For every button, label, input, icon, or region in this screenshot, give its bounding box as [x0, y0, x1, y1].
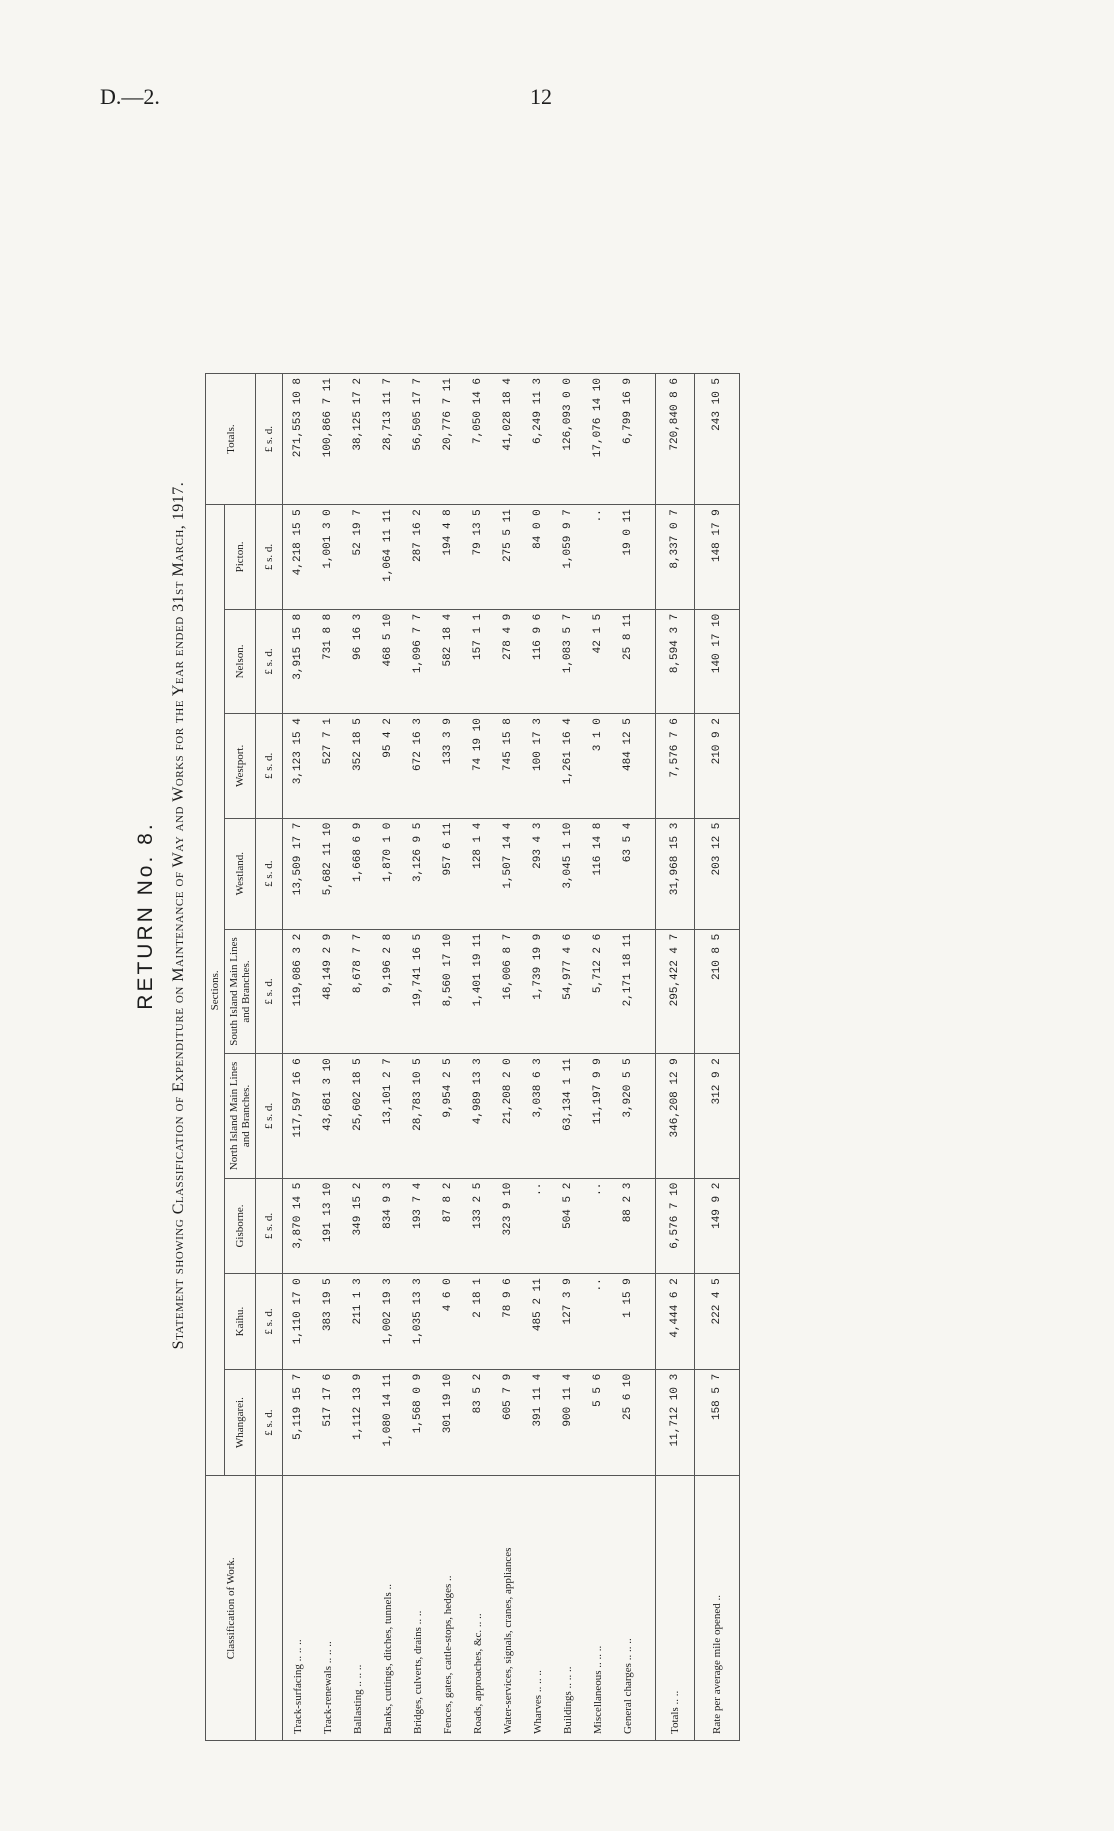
statement-title: Statement showing Classification of Expenditure on Maintenance of Way and Works for the Year ended 31st March, 1917. [170, 481, 187, 1350]
row-label: Roads, approaches, &c. .. .. [463, 1476, 493, 1741]
table-cell: 1,035 13 3 [403, 1274, 433, 1370]
table-cell: 25,602 18 5 [343, 1054, 373, 1178]
totals-row [656, 374, 695, 1741]
table-cell: 116 9 6 [523, 609, 553, 713]
table-cell: 346,208 12 9 [656, 1054, 695, 1178]
table-cell: 11,712 10 3 [656, 1369, 695, 1476]
row-total: 28,713 11 7 [373, 374, 403, 505]
row-label: Bridges, culverts, drains .. .. [403, 1476, 433, 1741]
table-cell: 278 4 9 [493, 609, 523, 713]
table-row [553, 374, 583, 1741]
table-cell: 25 6 10 [613, 1369, 643, 1476]
table-cell: 100 17 3 [523, 714, 553, 818]
table-cell: 191 13 10 [313, 1178, 343, 1274]
table-cell: 52 19 7 [343, 505, 373, 610]
spacer-cell [643, 609, 656, 713]
table-cell: 5,119 15 7 [283, 1369, 314, 1476]
table-cell: 3,123 15 4 [283, 714, 314, 818]
table-cell: 148 17 9 [695, 505, 740, 610]
table-cell: 63,134 1 11 [553, 1054, 583, 1178]
table-cell: 194 4 8 [433, 505, 463, 610]
table-row [613, 374, 643, 1741]
table-cell: 8,560 17 10 [433, 929, 463, 1053]
units-blank [256, 1476, 283, 1741]
table-cell: 1,507 14 4 [493, 818, 523, 929]
table-cell: 16,006 8 7 [493, 929, 523, 1053]
table-cell: .. [583, 1178, 613, 1274]
spacer-cell [643, 1476, 656, 1741]
table-cell: 79 13 5 [463, 505, 493, 610]
table-cell: 21,208 2 0 [493, 1054, 523, 1178]
table-cell: 957 6 11 [433, 818, 463, 929]
table-row [313, 374, 343, 1741]
document-reference: D.—2. [100, 84, 160, 109]
table-cell: 203 12 5 [695, 818, 740, 929]
expenditure-table [205, 373, 740, 1741]
table-cell: 1,401 19 11 [463, 929, 493, 1053]
table-cell: 1 15 9 [613, 1274, 643, 1370]
table-cell: 74 19 10 [463, 714, 493, 818]
table-cell: 1,001 3 0 [313, 505, 343, 610]
classification-header: Classification of Work. [206, 1476, 256, 1741]
table-cell: 9,954 2 5 [433, 1054, 463, 1178]
units-label: £ s. d. [256, 1369, 283, 1476]
section-column-header: Picton. [225, 505, 256, 610]
page-number: 12 [530, 84, 552, 109]
table-cell: 1,110 17 0 [283, 1274, 314, 1370]
table-cell: 900 11 4 [553, 1369, 583, 1476]
units-label: £ s. d. [256, 1054, 283, 1178]
table-cell: 4,989 13 3 [463, 1054, 493, 1178]
table-cell: 275 5 11 [493, 505, 523, 610]
table-cell: 83 5 2 [463, 1369, 493, 1476]
row-label: Totals .. .. [656, 1476, 695, 1741]
table-cell: 43,681 3 10 [313, 1054, 343, 1178]
section-column-header: Gisborne. [225, 1178, 256, 1274]
table-cell: 5,712 2 6 [583, 929, 613, 1053]
units-label: £ s. d. [256, 374, 283, 505]
table-cell: 295,422 4 7 [656, 929, 695, 1053]
table-cell: 140 17 10 [695, 609, 740, 713]
table-cell: 1,096 7 7 [403, 609, 433, 713]
table-cell: 1,568 0 9 [403, 1369, 433, 1476]
section-column-header: Westland. [225, 818, 256, 929]
spacer-cell [643, 929, 656, 1053]
table-cell: 517 17 6 [313, 1369, 343, 1476]
table-cell: 28,783 10 5 [403, 1054, 433, 1178]
table-cell: 527 7 1 [313, 714, 343, 818]
table-cell: 301 19 10 [433, 1369, 463, 1476]
row-total: 6,249 11 3 [523, 374, 553, 505]
table-cell: 1,739 19 9 [523, 929, 553, 1053]
table-cell: 1,112 13 9 [343, 1369, 373, 1476]
table-cell: 48,149 2 9 [313, 929, 343, 1053]
section-column-header: Kaihu. [225, 1274, 256, 1370]
table-row [373, 374, 403, 1741]
table-cell: .. [583, 1274, 613, 1370]
row-total: 7,050 14 6 [463, 374, 493, 505]
table-cell: 468 5 10 [373, 609, 403, 713]
table-cell: 3,126 9 5 [403, 818, 433, 929]
table-row [433, 374, 463, 1741]
table-cell: 3,038 6 3 [523, 1054, 553, 1178]
table-cell: 88 2 3 [613, 1178, 643, 1274]
table-cell: 8,594 3 7 [656, 609, 695, 713]
spacer-cell [643, 505, 656, 610]
table-cell: 1,870 1 0 [373, 818, 403, 929]
table-cell: 149 9 2 [695, 1178, 740, 1274]
table-cell: 383 19 5 [313, 1274, 343, 1370]
table-row [283, 374, 314, 1741]
section-column-header: Nelson. [225, 609, 256, 713]
row-total: 56,505 17 7 [403, 374, 433, 505]
table-cell: 3,920 5 5 [613, 1054, 643, 1178]
table-cell: 133 2 5 [463, 1178, 493, 1274]
table-cell: 4,218 15 5 [283, 505, 314, 610]
table-cell: 5,682 11 10 [313, 818, 343, 929]
table-cell: 13,101 2 7 [373, 1054, 403, 1178]
table-cell: 193 7 4 [403, 1178, 433, 1274]
table-cell: 84 0 0 [523, 505, 553, 610]
table-cell: 1,002 19 3 [373, 1274, 403, 1370]
row-total: 271,553 10 8 [283, 374, 314, 505]
table-cell: 287 16 2 [403, 505, 433, 610]
table-cell: 54,977 4 6 [553, 929, 583, 1053]
table-cell: 7,576 7 6 [656, 714, 695, 818]
table-cell: 127 3 9 [553, 1274, 583, 1370]
table-cell: .. [523, 1178, 553, 1274]
row-total: 41,028 18 4 [493, 374, 523, 505]
table-cell: 3,045 1 10 [553, 818, 583, 929]
units-label: £ s. d. [256, 609, 283, 713]
table-cell: 312 9 2 [695, 1054, 740, 1178]
rate-row [695, 374, 740, 1741]
row-label: Buildings .. .. .. [553, 1476, 583, 1741]
sections-header: Sections. [206, 505, 225, 1476]
table-cell: 211 1 3 [343, 1274, 373, 1370]
table-cell: 745 15 8 [493, 714, 523, 818]
table-cell: 3 1 0 [583, 714, 613, 818]
table-cell: 3,870 14 5 [283, 1178, 314, 1274]
row-total: 126,093 0 0 [553, 374, 583, 505]
table-cell: 391 11 4 [523, 1369, 553, 1476]
units-label: £ s. d. [256, 929, 283, 1053]
row-total: 20,776 7 11 [433, 374, 463, 505]
row-total: 6,799 16 9 [613, 374, 643, 505]
spacer-cell [643, 1274, 656, 1370]
table-cell: 484 12 5 [613, 714, 643, 818]
table-cell: 19,741 16 5 [403, 929, 433, 1053]
spacer-cell [643, 714, 656, 818]
table-cell: 8,678 7 7 [343, 929, 373, 1053]
table-cell: 4,444 6 2 [656, 1274, 695, 1370]
table-cell: 31,968 15 3 [656, 818, 695, 929]
table-cell: 13,509 17 7 [283, 818, 314, 929]
table-cell: 157 1 1 [463, 609, 493, 713]
spacer-cell [643, 818, 656, 929]
spacer-cell [643, 1054, 656, 1178]
table-row [583, 374, 613, 1741]
table-cell: 1,080 14 11 [373, 1369, 403, 1476]
spacer-row [643, 374, 656, 1741]
table-cell: 352 18 5 [343, 714, 373, 818]
table-cell: 25 8 11 [613, 609, 643, 713]
table-cell: 5 5 6 [583, 1369, 613, 1476]
table-cell: 504 5 2 [553, 1178, 583, 1274]
table-cell: 119,086 3 2 [283, 929, 314, 1053]
row-label: Banks, cuttings, ditches, tunnels .. [373, 1476, 403, 1741]
return-title: RETURN No. 8. [134, 821, 157, 1010]
table-cell: 349 15 2 [343, 1178, 373, 1274]
table-cell: 1,668 6 9 [343, 818, 373, 929]
table-cell: 117,597 16 6 [283, 1054, 314, 1178]
table-cell: 96 16 3 [343, 609, 373, 713]
spacer-cell [643, 1369, 656, 1476]
table-cell: 128 1 4 [463, 818, 493, 929]
table-cell: 605 7 9 [493, 1369, 523, 1476]
row-label: Fences, gates, cattle-stops, hedges .. [433, 1476, 463, 1741]
table-cell: 731 8 8 [313, 609, 343, 713]
table-cell: 834 9 3 [373, 1178, 403, 1274]
units-row [256, 374, 283, 1741]
row-total: 38,125 17 2 [343, 374, 373, 505]
row-total: 100,866 7 11 [313, 374, 343, 505]
table-cell: 582 18 4 [433, 609, 463, 713]
table-cell: 158 5 7 [695, 1369, 740, 1476]
row-total: 17,076 14 10 [583, 374, 613, 505]
table-cell: 42 1 5 [583, 609, 613, 713]
table-row [523, 374, 553, 1741]
row-label: Track-renewals .. .. .. [313, 1476, 343, 1741]
row-label: Miscellaneous .. .. .. [583, 1476, 613, 1741]
table-cell: 78 9 6 [493, 1274, 523, 1370]
totals-header: Totals. [206, 374, 256, 505]
units-label: £ s. d. [256, 1178, 283, 1274]
section-column-header: Westport. [225, 714, 256, 818]
units-label: £ s. d. [256, 1274, 283, 1370]
table-cell: 222 4 5 [695, 1274, 740, 1370]
table-cell: 672 16 3 [403, 714, 433, 818]
row-total: 720,840 8 6 [656, 374, 695, 505]
table-cell: 19 0 11 [613, 505, 643, 610]
table-cell: 1,059 9 7 [553, 505, 583, 610]
section-column-header: South Island Main Lines and Branches. [225, 929, 256, 1053]
table-cell: 2,171 18 11 [613, 929, 643, 1053]
row-total: 243 10 5 [695, 374, 740, 505]
table-cell: 87 8 2 [433, 1178, 463, 1274]
units-label: £ s. d. [256, 505, 283, 610]
table-row [493, 374, 523, 1741]
spacer-cell [643, 374, 656, 505]
table-cell: 485 2 11 [523, 1274, 553, 1370]
section-column-header: North Island Main Lines and Branches. [225, 1054, 256, 1178]
table-cell: 2 18 1 [463, 1274, 493, 1370]
table-cell: 9,196 2 8 [373, 929, 403, 1053]
table-cell: 116 14 8 [583, 818, 613, 929]
table-row [463, 374, 493, 1741]
table-cell: 95 4 2 [373, 714, 403, 818]
row-label: Wharves .. .. .. [523, 1476, 553, 1741]
table-cell: 1,261 16 4 [553, 714, 583, 818]
table-cell: 1,083 5 7 [553, 609, 583, 713]
table-cell: 4 6 0 [433, 1274, 463, 1370]
table-cell: 210 8 5 [695, 929, 740, 1053]
table-body [283, 374, 740, 1741]
units-label: £ s. d. [256, 818, 283, 929]
table-cell: 11,197 9 9 [583, 1054, 613, 1178]
table-cell: 293 4 3 [523, 818, 553, 929]
row-label: Rate per average mile opened .. [695, 1476, 740, 1741]
table-cell: 133 3 9 [433, 714, 463, 818]
table-cell: 210 9 2 [695, 714, 740, 818]
row-label: Track-surfacing .. .. .. [283, 1476, 314, 1741]
units-label: £ s. d. [256, 714, 283, 818]
table-cell: 63 5 4 [613, 818, 643, 929]
table-cell: 323 9 10 [493, 1178, 523, 1274]
table-cell: .. [583, 505, 613, 610]
table-cell: 3,915 15 8 [283, 609, 314, 713]
section-column-header: Whangarei. [225, 1369, 256, 1476]
table-cell: 8,337 0 7 [656, 505, 695, 610]
spacer-cell [643, 1178, 656, 1274]
row-label: General charges .. .. .. [613, 1476, 643, 1741]
row-label: Ballasting .. .. .. [343, 1476, 373, 1741]
table-row [343, 374, 373, 1741]
table-cell: 6,576 7 10 [656, 1178, 695, 1274]
table-row [403, 374, 433, 1741]
row-label: Water-services, signals, cranes, appliances [493, 1476, 523, 1741]
table-cell: 1,064 11 11 [373, 505, 403, 610]
